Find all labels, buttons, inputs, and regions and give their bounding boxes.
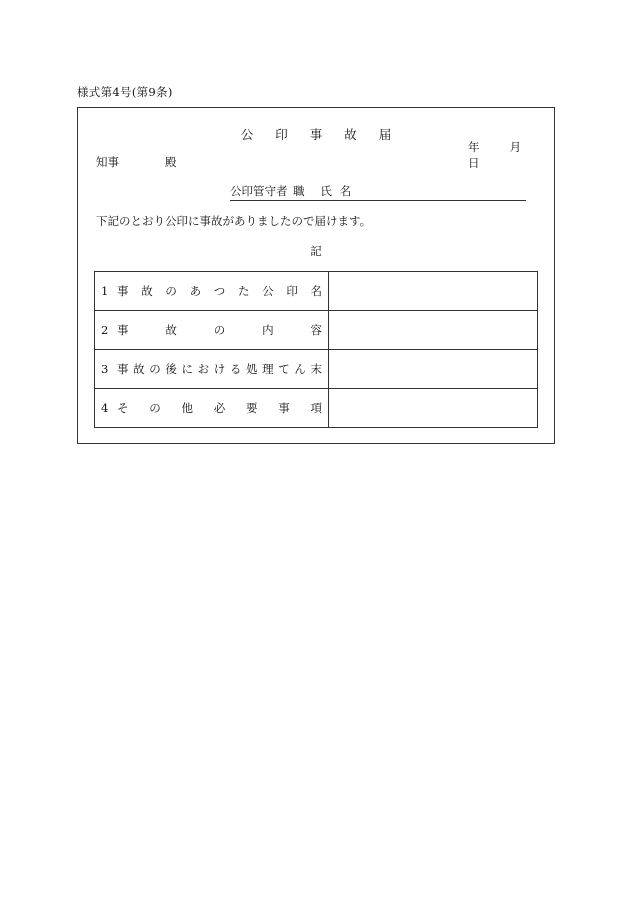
- sender-line: [230, 184, 526, 201]
- sender-name-label: 氏名: [320, 184, 360, 198]
- item-label-char: 故: [165, 323, 177, 337]
- date-line: [468, 139, 554, 171]
- item-label-char: そ: [117, 401, 129, 415]
- item-label-char: お: [197, 362, 210, 376]
- addressee-name: 知事: [96, 155, 119, 169]
- item-label-char: 容: [310, 323, 322, 337]
- item-label-char: の: [165, 284, 177, 298]
- item-label: [117, 400, 322, 416]
- item-label-char: 内: [262, 323, 274, 337]
- ki-heading: 記: [310, 244, 322, 258]
- addressee: [96, 154, 177, 170]
- item-label-char: 理: [262, 362, 274, 376]
- form-label: 様式第4号(第9条): [77, 85, 173, 99]
- item-label-char: 項: [310, 401, 322, 415]
- item-label-char: 事: [117, 323, 129, 337]
- item-label-char: 印: [286, 284, 298, 298]
- item-value-cell[interactable]: [329, 350, 538, 389]
- item-number: 1: [101, 284, 109, 298]
- item-label: [117, 322, 322, 338]
- table-row: [95, 350, 538, 389]
- item-label-char: つ: [213, 284, 226, 298]
- item-label: [117, 283, 322, 299]
- item-label-char: け: [213, 362, 226, 376]
- table-row: [95, 311, 538, 350]
- item-label-char: た: [237, 284, 250, 298]
- body-text: 下記のとおり公印に事故がありましたので届けます。: [96, 214, 372, 228]
- item-label-char: て: [278, 362, 290, 376]
- item-label-cell: [95, 350, 329, 389]
- item-label-char: 故: [141, 284, 153, 298]
- items-table: [94, 271, 538, 428]
- item-label-char: 事: [278, 401, 290, 415]
- item-label-char: 公: [262, 284, 274, 298]
- item-label-char: 末: [310, 362, 322, 376]
- form-box: [77, 107, 555, 444]
- item-label-char: 必: [213, 401, 226, 415]
- item-label-char: 他: [181, 401, 193, 415]
- item-label-char: あ: [189, 284, 202, 298]
- item-label-char: 名: [310, 284, 322, 298]
- item-label-char: 事: [117, 284, 129, 298]
- item-label-cell: [95, 311, 329, 350]
- item-label-char: 処: [246, 362, 258, 376]
- item-label-char: 故: [133, 362, 145, 376]
- month-label: 月: [509, 140, 522, 154]
- item-label-char: に: [181, 362, 193, 376]
- table-row: [95, 389, 538, 428]
- addressee-suffix: 殿: [165, 155, 177, 169]
- item-number: 3: [101, 362, 109, 376]
- item-value-cell[interactable]: [329, 389, 538, 428]
- item-label-char: 事: [117, 362, 129, 376]
- day-label: 日: [468, 156, 480, 170]
- item-number: 4: [101, 401, 109, 415]
- item-label-char: の: [149, 401, 161, 415]
- item-label-char: の: [149, 362, 161, 376]
- sender-prefix: 公印管守者: [230, 184, 288, 198]
- item-value-cell[interactable]: [329, 272, 538, 311]
- item-number: 2: [101, 323, 109, 337]
- item-label-char: 要: [246, 401, 258, 415]
- item-label-char: る: [229, 362, 242, 376]
- item-label-char: の: [213, 323, 226, 337]
- item-label-char: 後: [165, 362, 177, 376]
- sender-post: 職: [293, 184, 305, 198]
- item-label: [117, 361, 322, 377]
- item-label-char: ん: [294, 362, 306, 376]
- form-title: 公印事故届: [240, 127, 414, 142]
- year-label: 年: [468, 140, 480, 154]
- item-label-cell: [95, 272, 329, 311]
- item-value-cell[interactable]: [329, 311, 538, 350]
- item-label-cell: [95, 389, 329, 428]
- table-row: [95, 272, 538, 311]
